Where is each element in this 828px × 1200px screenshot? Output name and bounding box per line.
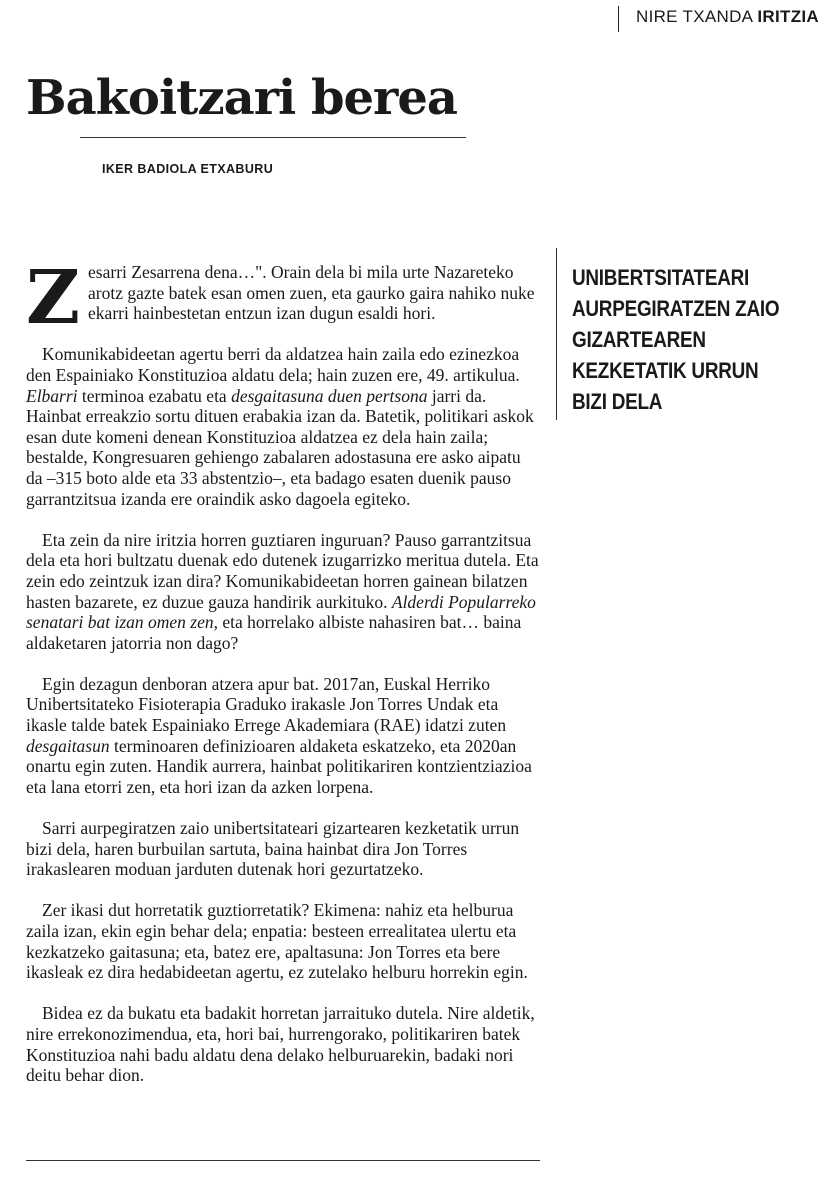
- paragraph-2-text-c: jarri da. Hainbat erreakzio sortu dituen erabakia izan da. Batetik, politikari askok esan dute komeni denean Konstituzioa aldatzea ez dela hain zaila; bestalde, Kongresuaren gehiengo zabalaren adostasuna ere asko aipatu da –315 boto alde eta 33 abstentzio–, eta badago esaten duenik pauso garrantzitsua izanda ere oraindik asko dagoela egiteko.: [26, 385, 534, 509]
- paragraph-4-italic: desgaitasun: [26, 735, 110, 756]
- title-divider: [80, 137, 466, 138]
- category-name: IRITZIA: [757, 7, 819, 26]
- paragraph-2-text-a: Komunikabideetan agertu berri da aldatzea hain zaila edo ezinezkoa den Espainiako Konstituzioa aldatu dela; hain zuzen ere, 49. artikulua.: [26, 344, 520, 385]
- drop-cap: Z: [26, 255, 81, 341]
- paragraph-3-text-a: Eta zein da nire iritzia horren guztiaren inguruan? Pauso garrantzitsua dela eta hori bultzatu duenak edo dutenek izugarrizko meritua dutela. Eta zein edo zeintzuk izan dira? Komunikabideetan horren gainean bilatzen hasten bazarete, ez duzue gauza handirik aurkituko.: [26, 529, 539, 612]
- paragraph-2-text-b: terminoa ezabatu eta: [77, 385, 232, 406]
- paragraph-7: Bidea ez da bukatu eta badakit horretan jarraituko dutela. Nire aldetik, nire errekonozimendua, eta, hori bai, hurrengorako, politikariren batek Konstituzioa nahi badu aldatu dena delako helburuarekin, badaki nori deitu behar dion.: [26, 1003, 535, 1086]
- paragraph-5: Sarri aurpegiratzen zaio unibertsitateari gizartearen kezketatik urrun bizi dela, haren burbuilan sartuta, baina hainbat dira Jon Torres irakaslearen moduan jarduten dutenak hori gezurtatzeko.: [26, 818, 520, 880]
- section-label: [636, 7, 819, 27]
- header-divider: [618, 6, 619, 32]
- paragraph-3: [26, 530, 541, 654]
- article-body: [26, 255, 541, 1086]
- paragraph-4-text-a: Egin dezagun denboran atzera apur bat. 2017an, Euskal Herriko Unibertsitateko Fisioterapia Graduko irakasle Jon Torres Undak eta ikasle talde batek Espainiako Errege Akademiara (RAE) idatzi zuten: [26, 673, 507, 736]
- paragraph-2: [26, 344, 541, 509]
- section-header: [618, 0, 828, 36]
- paragraph-4: [26, 674, 541, 798]
- article-title: Bakoitzari berea: [26, 70, 457, 126]
- paragraph-4-text-b: terminoaren definizioaren aldaketa eskatzeko, eta 2020an onartu egin zuten. Handik aurrera, hainbat politikariren kontzientziazioa eta lana etorri zen, eta hori izan da azken lorpena.: [26, 735, 532, 797]
- section-name: NIRE TXANDA: [636, 7, 753, 26]
- paragraph-3-text-b: eta horrelako albiste nahasiren bat… baina aldaketaren jatorria non dago?: [26, 612, 522, 653]
- paragraph-1: [26, 255, 541, 341]
- paragraph-2-italic-1: Elbarri: [26, 385, 78, 406]
- author-byline: IKER BADIOLA ETXABURU: [102, 162, 274, 176]
- paragraph-2-italic-2: desgaitasuna duen pertsona: [231, 385, 428, 406]
- paragraph-3-italic: Alderdi Popularreko senatari bat izan omen zen,: [26, 591, 536, 633]
- pullquote: UNIBERTSITATEARI AURPEGIRATZEN ZAIO GIZARTEAREN KEZKETATIK URRUN BIZI DELA: [572, 265, 780, 414]
- paragraph-6: Zer ikasi dut horretatik guztiorretatik? Ekimena: nahiz eta helburua zaila izan, ekin egin behar dela; enpatia: besteen errealitatea ulertu eta kezkatzeko gaitasuna; eta, batez ere, apaltasuna: Jon Torres eta bere ikasleak ez dira hedabideetan agertu, ez zutelako helburu horrekin egin.: [26, 900, 528, 983]
- paragraph-1-text: esarri Zesarrena dena…". Orain dela bi mila urte Nazareteko arotz gazte batek esan omen zuen, eta gaurko gaira nahiko nuke ekarri hainbestetan entzun izan dugun esaldi hori.: [88, 262, 535, 324]
- bottom-divider: [26, 1160, 540, 1161]
- pullquote-divider: [556, 248, 557, 420]
